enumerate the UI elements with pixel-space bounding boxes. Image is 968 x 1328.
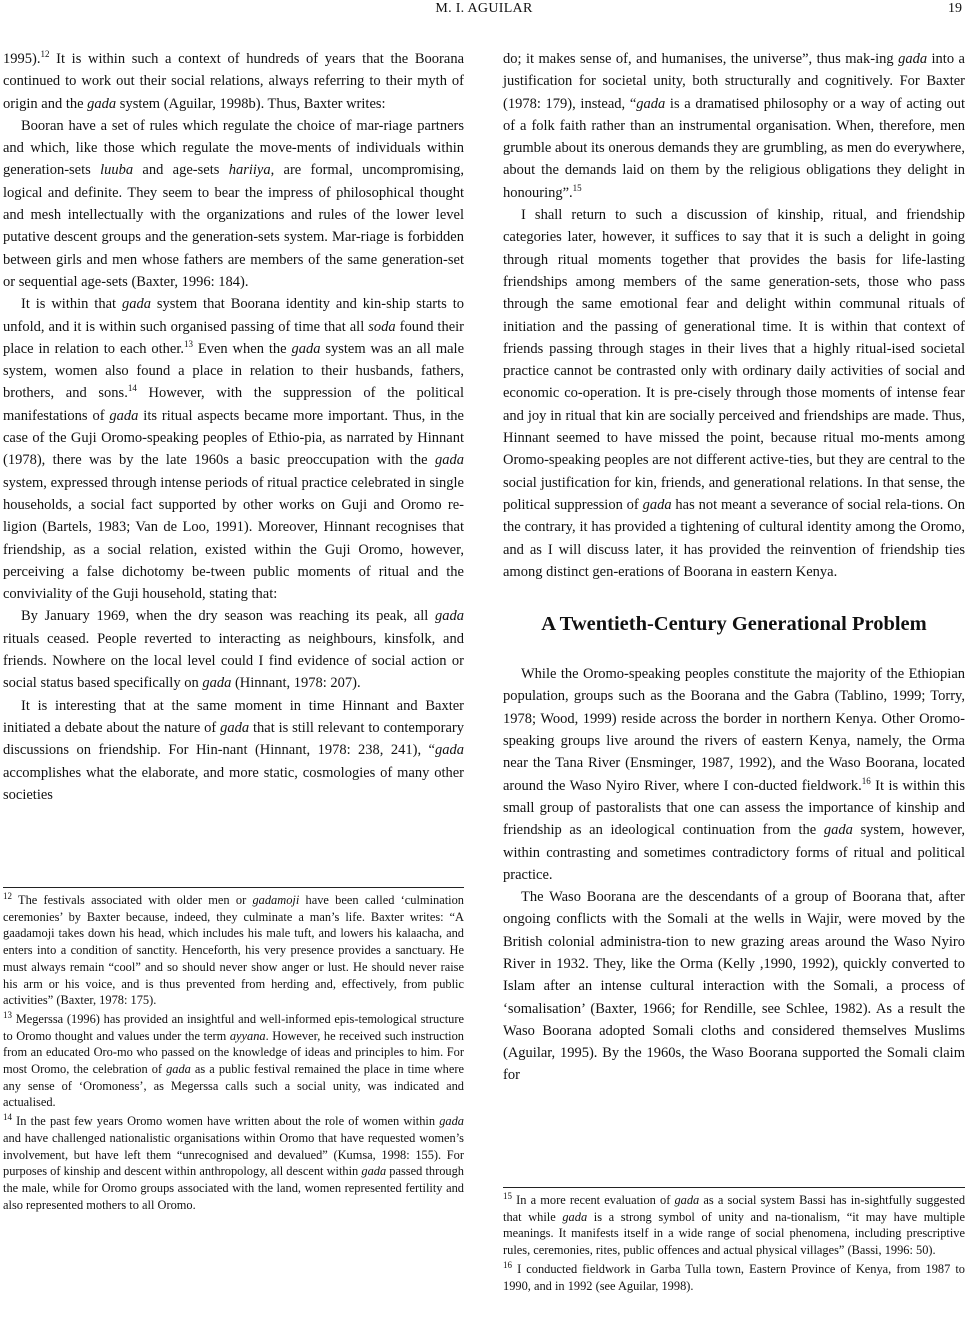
left-column: [3, 48, 464, 1328]
right-column: [503, 48, 965, 1328]
footnote-ref[interactable]: 12: [40, 49, 50, 60]
block-quote: Booran have a set of rules which regulate the choice of mar-riage partners and which, like those which regulate the move-ments of individuals within generation-sets luuba and age-sets hariiya, are formal, uncompromising, logical and definite. They seem to bear the impress of philosophical thought and mesh intellectually with the organizations and rules of the lower level putative descent groups and the generation-sets system. Mar-riage is forbidden between girls and men whose fathers are members of the same generation-set or sequential age-sets (Baxter, 1996: 184).: [3, 117, 464, 290]
paragraph: It is within that gada system that Boorana identity and kin-ship starts to unfold, and it is within such organised passing of time that all soda found their place in relation to each other.$^{13}$ Even when the gada system was an all male system, women also found a place in relation to their husbands, fathers, brothers, and sons.$^{14}$ However, with the suppression of the political manifestations of gada its ritual aspects became more important. Thus, in the case of the Guji Oromo-speaking peoples of Ethio-pia, as narrated by Hinnant (1978), there was by the late 1960s a basic preoccupation with the gada system, expressed through intense periods of ritual practice celebrated in single households, a social fact supported by other works on Guji and Oromo re-ligion (Bartels, 1983; Van de Loo, 1991). Moreover, Hinnant recognises that friendship, as a social relation, existed within the Guji Oromo, however, perceiving a false dichotomy be-tween public moments of ritual and the conviviality of the Guji household, stating that:: [3, 296, 465, 603]
footnote: $^{16}$ I conducted fieldwork in Garba Tulla town, Eastern Province of Kenya, from 1987 to 1990, and in 1992 (see Aguilar, 1998).: [503, 1259, 965, 1293]
footnote-ref[interactable]: 15: [572, 182, 582, 193]
footnote: $^{15}$ In a more recent evaluation of gada as a social system Bassi has in-sightfully suggested that while gada is a strong symbol of unity and na-tionalism, “it may have multiple meanings. It manifests itself in a wide range of social phenomena, including prescriptive rules, ceremonies, rites, public offences and actual physical villages” (Bassi, 1996: 50).: [503, 1190, 966, 1258]
footnote-rule: [503, 1187, 965, 1188]
paragraph: While the Oromo-speaking peoples constitute the majority of the Ethiopian population, groups such as the Boorana and the Gabra (Tablino, 1999; Torry, 1978; Wood, 1999) reside across the border in northern Kenya. Other Oromo-speaking groups live around the rivers of eastern Kenya, namely, the Orma near the Tana River (Ensminger, 1987, 1992), and the Waso Boorana, located around the Waso Nyiro River, where I con-ducted fieldwork.$^{16}$ It is within this small group of pastoralists that one can assess the importance of kinship and friendship as an ideological continuation from the gada system, however, within contrasting and sometimes contradictory forms of ritual and political practice.: [503, 666, 965, 883]
footnote-ref[interactable]: 13: [184, 339, 193, 350]
footnote: $^{12}$ The festivals associated with older men or gadamoji have been called ‘culmination ceremonies’ by Baxter because, indeed, they culminate a man’s life. Baxter writes: “A gaadamoji takes down his head, which includes his male tuft, and lowers his kalaacha, and enters into a condition of sanctity. Henceforth, his very presence provides a sanctuary. He must always remain “cool” and so should never show anger or lust. He should never raise his arm or his voice, and is thus prevented from herding and, effectively, from public activities” (Baxter, 1978: 175).: [3, 890, 464, 1008]
footnote-ref[interactable]: 16: [861, 775, 871, 786]
paragraph: do; it makes sense of, and humanises, the universe”, thus mak-ing gada into a justification for societal unity, both structurally and cognitively. For Baxter (1978: 179), instead, “gada is a dramatised philosophy or a way of acting out of a folk faith rather than an instrumental organisation. When, therefore, men grumble about its onerous demands they are grumbling, as men do everywhere, about the demands laid on them by the religious obligations they delight in honouring”.$^{15}$: [503, 51, 965, 201]
footnote-rule: [3, 887, 464, 888]
paragraph: I shall return to such a discussion of kinship, ritual, and friendship categories later, however, it suffices to say that it is such a delight in going through ritual moments together that provides the basis for life-lasting friendships among members of the same generation-sets, those who pass through the same emotional fear and delight within communal rituals of initiation and the passing of generational time. It is within that context of friends passing through stages in their lives that a highly ritual-ised societal practice cannot be contrasted only with ordinary daily activities of social and economic co-operation. It is pre-cisely through those moments of intense fear and joy in ritual that kin are socially perceived and friendships are made. Thus, Hinnant seemed to have missed the point, because ritual mo-ments among Oromo-speaking peoples are not different active-ties, but they are central to the social justification for kin, friends, and generational relations. In that sense, the political suppression of gada has not meant a severance of social rela-tions. On the contrary, it has provided a tightening of cultural identity among the Oromo, and as I will discuss later, it has provided the reinvention of friendship ties among distinct gen-erations of Boorana in eastern Kenya.: [503, 207, 965, 580]
paragraph: 1995).$^{12}$ It is within such a context of hundreds of years that the Boorana continued to work out their social relations, always referring to their myth of origin and the gada system (Aguilar, 1998b). Thus, Baxter writes:: [3, 49, 464, 112]
page-header: [0, 0, 968, 24]
footnote: $^{14}$ In the past few years Oromo women have written about the role of women within gada and have challenged nationalistic organisations within Oromo that have requested women’s involvement, but have left them “unrecognised and devalued” (Kumsa, 1998: 155). For purposes of kinship and descent within anthropology, all descent within gada passed through the male, while for Oromo groups associated with the land, women represented fertility and also represented mothers to all Oromo.: [3, 1112, 464, 1212]
section-heading: A Twentieth-Century Generational Problem: [541, 613, 927, 636]
running-head: M. I. AGUILAR: [435, 1, 533, 16]
footnote: $^{13}$ Megerssa (1996) has provided an insightful and well-informed epis-temological structure to Oromo thought and values under the term ayyana. However, he received such instruction from an educated Oro-mo who passed on the knowledge of ideas and principles to him. For most Oromo, the celebration of gada as a public festival remained the place in time where any sense of ‘Oromoness’, as Megerssa calls such a social unity, was indicated and actualised.: [3, 1009, 464, 1110]
paragraph: It is interesting that at the same moment in time Hinnant and Baxter initiated a debate about the nature of gada that is still relevant to contemporary discussions on friendship. For Hin-nant (Hinnant, 1978: 238, 241), “gada accomplishes what the elaborate, and more static, cosmologies of many other societies: [3, 697, 464, 803]
footnotes: [3, 887, 464, 1215]
page-number: 19: [948, 1, 962, 16]
paragraph: The Waso Boorana are the descendants of a group of Boorana that, after ongoing conflicts with the Somali at the wells in Wajir, were moved by the British colonial administra-tion to new grazing areas around the Waso Nyiro River in 1932. They, like the Orma (Kelly ,1990, 1992), quickly converted to Islam after an intense cultural interaction with the Somali, a process of ‘somalisation’ (Baxter, 1966; for Rendille, see Schlee, 1982). As a result the Waso Boorana adopted Somali cloths and considered themselves Muslims (Aguilar, 1995). By the 1960s, the Waso Boorana supported the Somali claim for: [503, 889, 965, 1084]
footnote-ref[interactable]: 14: [127, 383, 137, 394]
footnotes: [503, 1187, 965, 1296]
block-quote: By January 1969, when the dry season was reaching its peak, all gada rituals ceased. People reverted to interacting as neighbours, kinsfolk, and friends. Nowhere on the local level could I find evidence of social action or social status based specifically on gada (Hinnant, 1978: 207).: [3, 608, 464, 692]
